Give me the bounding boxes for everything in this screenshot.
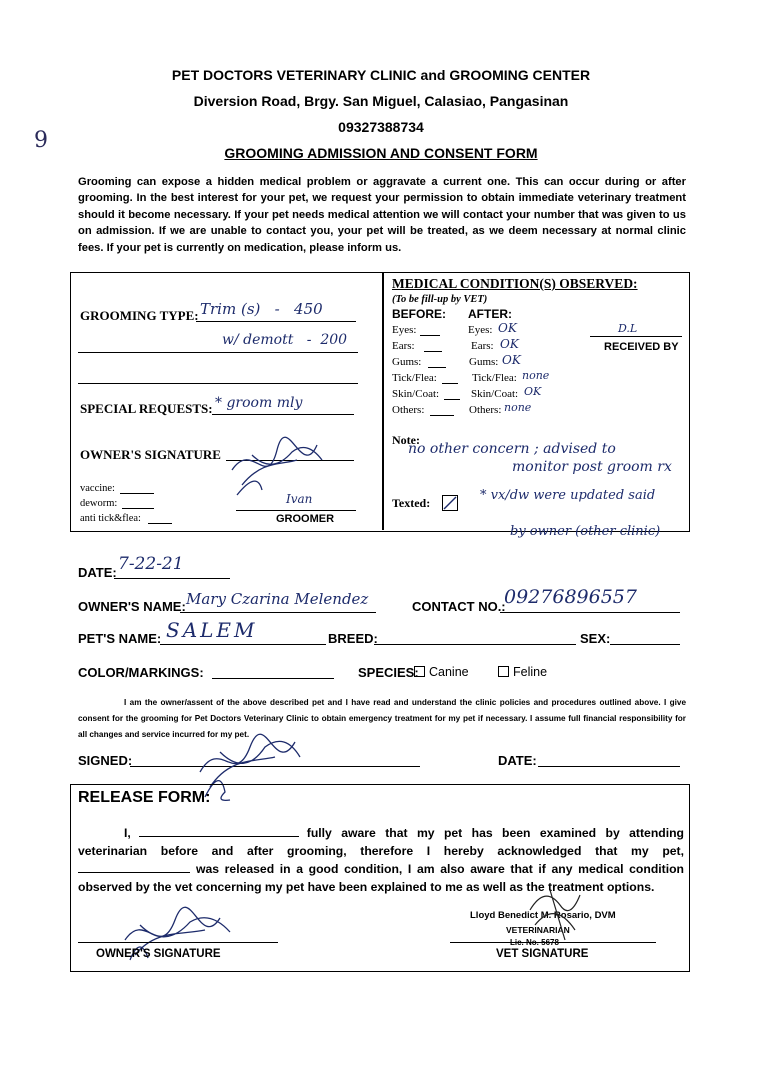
species-feline-label: Feline [513,665,548,679]
sex-label: SEX: [580,631,611,646]
antitick-label: anti tick&flea: [80,513,141,524]
before-skincoat-label: Skin/Coat: [392,388,440,400]
deworm-label: deworm: [80,498,118,509]
vet-signature-scribble [520,880,600,950]
vet-name: Lloyd Benedict M. Rosario, DVM [470,910,616,921]
medical-row-tickflea [392,369,572,388]
after-skincoat-label: Skin/Coat: [471,388,519,400]
canine-checkbox[interactable] [414,666,425,677]
after-ears-value[interactable]: OK [500,337,519,351]
texted-note-2[interactable]: by owner (other clinic) [510,524,661,539]
before-others-line [430,415,454,416]
grooming-type-value-1[interactable]: Trim (s) - 450 [200,300,323,318]
pet-name-label: PET'S NAME: [78,631,162,646]
texted-label: Texted: [392,496,431,510]
species-feline-option[interactable] [498,665,547,679]
after-eyes-label: Eyes: [468,324,493,336]
medical-row-others [392,401,572,420]
form-title: GROOMING ADMISSION AND CONSENT FORM [224,145,538,161]
note-line-2[interactable]: monitor post groom rx [512,459,672,475]
received-by-label: RECEIVED BY [604,341,679,353]
vet-signature-line [450,942,656,943]
breed-label: BREED: [328,631,378,646]
after-gums-value[interactable]: OK [502,353,521,367]
color-markings-label: COLOR/MARKINGS: [78,665,204,680]
grooming-type-value-2[interactable]: w/ demott - 200 [222,332,348,348]
intro-paragraph: Grooming can expose a hidden medical problem or aggravate a current one. This can occur during or after grooming. In the best interest for your pet, we request your permission to obtain immediate veterinary treatment should it become necessary. If your pet needs medical attention we will contact your number that was given to us on admission. If we are unable to contact you, your pet will be treated, as we deem necessary at normal clinic fees. If your pet is currently on medication, please inform us. [78,176,686,254]
after-tickflea-label: Tick/Flea: [472,372,517,384]
vet-signature-label: VET SIGNATURE [496,948,589,960]
antitick-line [148,523,172,524]
groomer-label: GROOMER [276,513,335,525]
release-title: RELEASE FORM: [78,789,211,806]
signed-date-label: DATE: [498,753,537,768]
signed-label: SIGNED: [78,753,133,768]
color-markings-line [212,678,334,679]
date-line [114,578,230,579]
grooming-type-label: GROOMING TYPE: [80,308,199,323]
clinic-address: Diversion Road, Brgy. San Miguel, Calasiao, Pangasinan [193,93,569,109]
clinic-phone: 09327388734 [338,119,424,135]
release-text-a: I, [124,826,131,840]
sex-line [610,644,680,645]
species-canine-label: Canine [429,665,469,679]
groomer-name[interactable]: Ivan [286,492,313,506]
species-label: SPECIES: [358,665,419,680]
after-others-label: Others: [469,404,502,416]
note-label: Note: [392,433,420,447]
medical-row-skincoat [392,385,572,404]
grooming-type-line-3 [78,383,358,384]
owner-name-value[interactable]: Mary Czarina Melendez [186,590,369,608]
medical-subtitle: (To be fill-up by VET) [392,294,488,305]
texted-note-1[interactable]: * vx/dw were updated said [480,488,656,503]
medical-row-eyes [392,321,572,340]
received-by-line [590,336,682,337]
after-eyes-value[interactable]: OK [498,321,517,335]
before-gums-label: Gums: [392,356,422,368]
medical-rows [392,321,572,420]
date-label: DATE: [78,565,117,580]
groomer-line [236,510,356,511]
release-owner-signature-label: OWNER'S SIGNATURE [96,948,221,960]
owner-name-line [180,612,376,613]
before-gums-line [428,367,446,368]
after-label: AFTER: [468,307,512,321]
pet-name-value[interactable]: SALEM [166,618,258,642]
feline-checkbox[interactable] [498,666,509,677]
special-requests-label: SPECIAL REQUESTS: [80,401,213,416]
contact-label: CONTACT NO.: [412,599,506,614]
before-eyes-label: Eyes: [392,324,417,336]
after-skincoat-value[interactable]: OK [524,385,542,398]
release-text-b: fully aware that my pet has been examined by attending veterinarian before and after grooming, therefore I hereby acknowledged that my pet, [78,826,684,858]
after-gums-label: Gums: [469,356,499,368]
pet-name-line [160,644,326,645]
breed-line [374,644,576,645]
contact-line [500,612,680,613]
contact-value[interactable]: 09276896557 [504,586,637,608]
before-tickflea-label: Tick/Flea: [392,372,437,384]
before-label: BEFORE: [392,307,446,321]
vet-license: Lic. No. 5678 [510,938,559,947]
release-owner-blank[interactable] [139,826,299,837]
after-others-value[interactable]: none [504,401,532,414]
before-eyes-line [420,335,440,336]
after-ears-label: Ears: [471,340,494,352]
before-ears-line [424,351,442,352]
before-ears-label: Ears: [392,340,415,352]
release-pet-blank[interactable] [78,862,190,873]
release-owner-signature-line [78,942,278,943]
before-skincoat-line [444,399,460,400]
species-canine-option[interactable] [414,665,469,679]
received-by-value[interactable]: D.L [618,322,638,335]
before-tickflea-line [442,383,458,384]
date-value[interactable]: 7-22-21 [118,554,184,574]
medical-row-ears [392,337,572,356]
release-text-c: was released in a good condition, I am also aware that if any medical condition observed by the vet concerning my pet have been explained to me as well as the treatment options. [78,862,684,894]
before-others-label: Others: [392,404,425,416]
special-requests-line [212,414,354,415]
grooming-type-line-2 [78,352,358,353]
vet-title: VETERINARIAN [506,925,570,935]
owner-signature-scribble [222,430,332,500]
after-tickflea-value[interactable]: none [522,369,550,382]
clinic-name: PET DOCTORS VETERINARY CLINIC and GROOMING CENTER [171,67,591,83]
signed-date-line [538,766,680,767]
vaccine-label: vaccine: [80,483,115,494]
medical-title: MEDICAL CONDITION(S) OBSERVED: [392,276,638,291]
consent-paragraph: I am the owner/assent of the above described pet and I have read and understand the clinic policies and procedures outlined above. I give consent for the grooming for Pet Doctors Veterinary Clinic to obtain emergency treatment for my pet if necessary. I assume full financial responsibility for all changes and service incurred for my pet. [78,698,686,739]
owner-name-label: OWNER'S NAME: [78,599,186,614]
corner-mark: 9 [34,128,48,153]
check-icon [443,496,457,510]
owner-signature-label: OWNER'S SIGNATURE [80,447,221,462]
note-line-1[interactable]: no other concern ; advised to [408,441,616,457]
deworm-line [122,508,154,509]
texted-checkbox[interactable] [442,495,458,511]
special-requests-value[interactable]: * groom mly [215,395,303,411]
vaccine-line [120,493,154,494]
section-divider [382,272,384,530]
grooming-type-line [196,321,356,322]
